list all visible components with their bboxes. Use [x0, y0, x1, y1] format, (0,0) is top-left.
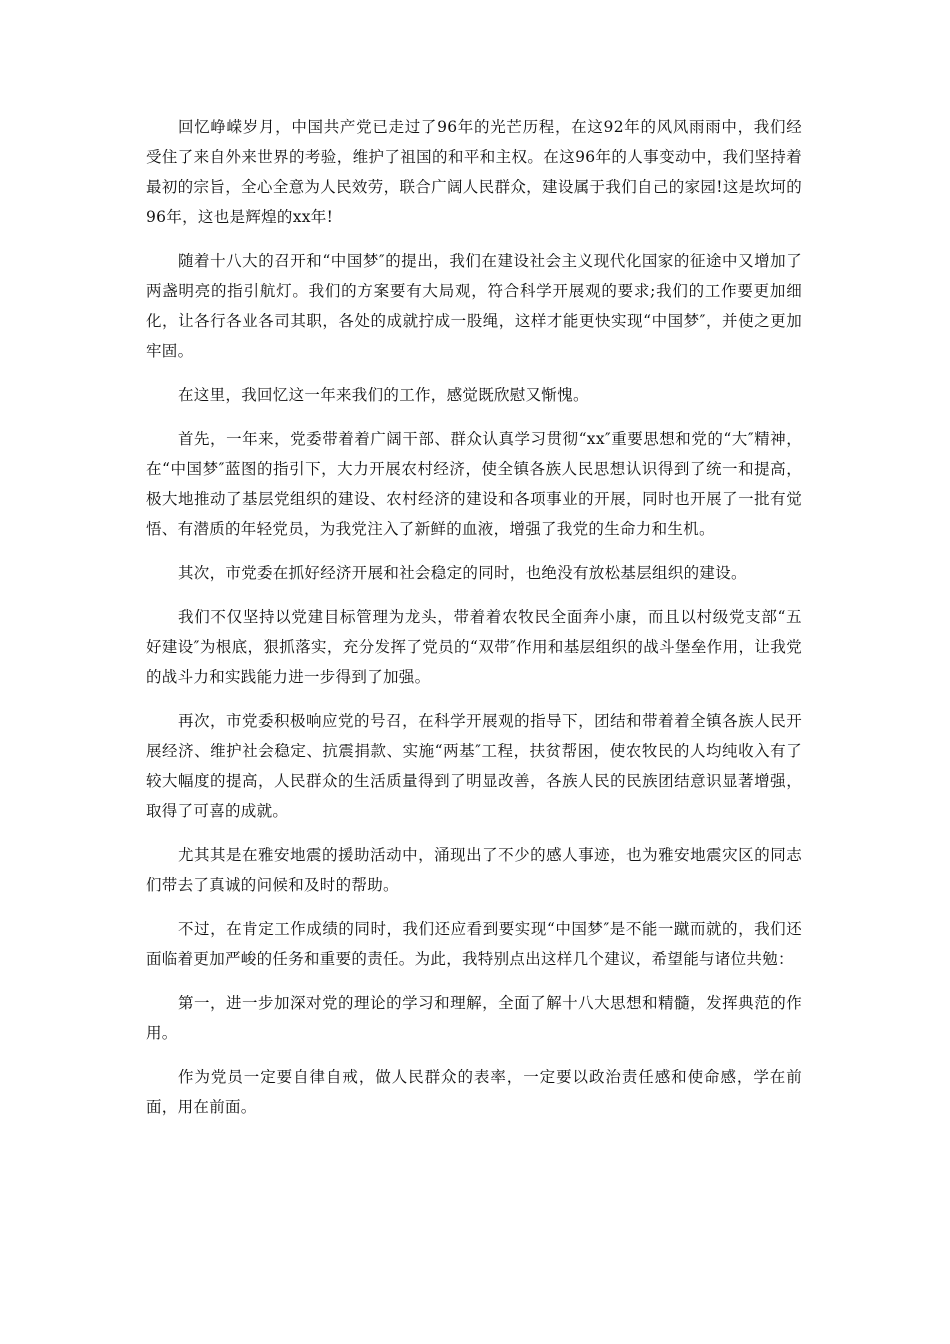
paragraph-4: 首先，一年来，党委带着着广阔干部、群众认真学习贯彻“xx″重要思想和党的“大″精神，在“中国梦″蓝图的指引下，大力开展农村经济，使全镇各族人民思想认识得到了统一和提高，极大地推动了基层党组织的建设、农村经济的建设和各项事业的开展，同时也开展了一批有觉悟、有潜质的年轻党员，为我党注入了新鲜的血液，增强了我党的生命力和生机。	[146, 430, 802, 538]
paragraph-10: 第一，进一步加深对党的理论的学习和理解，全面了解十八大思想和精髓，发挥典范的作用。	[146, 994, 802, 1042]
paragraph-11: 作为党员一定要自律自戒，做人民群众的表率，一定要以政治责任感和使命感，学在前面，用在前面。	[146, 1068, 802, 1116]
paragraph-1: 回忆峥嵘岁月，中国共产党已走过了96年的光芒历程，在这92年的风风雨雨中，我们经受住了来自外来世界的考验，维护了祖国的和平和主权。在这96年的人事变动中，我们坚持着最初的宗旨，全心全意为人民效劳，联合广阔人民群众，建设属于我们自己的家园!这是坎坷的96年，这也是辉煌的xx年!	[146, 118, 802, 226]
paragraph-6: 我们不仅坚持以党建目标管理为龙头，带着着农牧民全面奔小康，而且以村级党支部“五好建设″为根底，狠抓落实，充分发挥了党员的“双带″作用和基层组织的战斗堡垒作用，让我党的战斗力和实践能力进一步得到了加强。	[146, 608, 802, 686]
paragraph-5: 其次，市党委在抓好经济开展和社会稳定的同时，也绝没有放松基层组织的建设。	[178, 564, 747, 582]
paragraph-2: 随着十八大的召开和“中国梦″的提出，我们在建设社会主义现代化国家的征途中又增加了两盏明亮的指引航灯。我们的方案要有大局观，符合科学开展观的要求;我们的工作要更加细化，让各行各业各司其职，各处的成就拧成一股绳，这样才能更快实现“中国梦″，并使之更加牢固。	[146, 252, 802, 360]
paragraph-3: 在这里，我回忆这一年来我们的工作，感觉既欣慰又惭愧。	[178, 386, 589, 404]
paragraph-8: 尤其其是在雅安地震的援助活动中，涌现出了不少的感人事迹，也为雅安地震灾区的同志们带去了真诚的问候和及时的帮助。	[146, 846, 802, 894]
paragraph-9: 不过，在肯定工作成绩的同时，我们还应看到要实现“中国梦″是不能一蹴而就的，我们还面临着更加严峻的任务和重要的责任。为此，我特别点出这样几个建议，希望能与诸位共勉：	[146, 920, 802, 968]
document-body	[146, 112, 802, 1136]
paragraph-7: 再次，市党委积极响应党的号召，在科学开展观的指导下，团结和带着着全镇各族人民开展经济、维护社会稳定、抗震捐款、实施“两基″工程，扶贫帮困，使农牧民的人均纯收入有了较大幅度的提高，人民群众的生活质量得到了明显改善，各族人民的民族团结意识显著增强，取得了可喜的成就。	[146, 712, 802, 820]
